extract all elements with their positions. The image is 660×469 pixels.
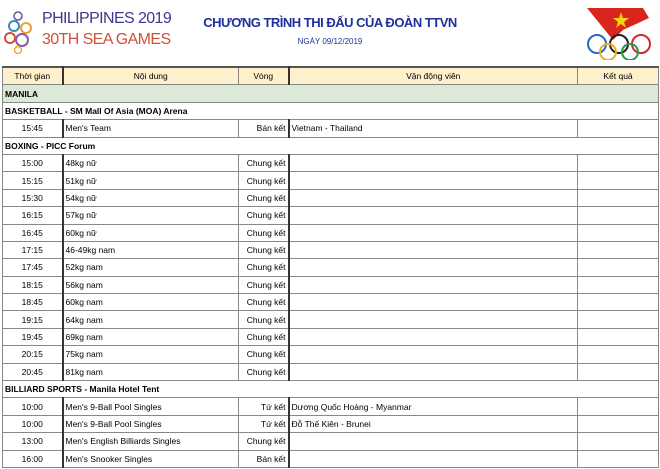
cell-event: 54kg nữ: [63, 189, 239, 206]
cell-result: [578, 154, 659, 171]
cell-athlete: [289, 241, 578, 258]
cell-round: Chung kết: [239, 224, 289, 241]
cell-round: Tứ kết: [239, 415, 289, 432]
cell-event: 46-49kg nam: [63, 241, 239, 258]
table-row: [3, 241, 659, 258]
cell-event: 81kg nam: [63, 363, 239, 380]
cell-athlete: [289, 276, 578, 293]
table-header: [3, 67, 659, 85]
cell-result: [578, 328, 659, 345]
header-round: Vòng: [239, 67, 289, 85]
cell-time: 16:45: [3, 224, 63, 241]
page-title: CHƯƠNG TRÌNH THI ĐẤU CỦA ĐOÀN TTVN: [203, 15, 457, 30]
cell-athlete: [289, 294, 578, 311]
table-row: [3, 294, 659, 311]
table-row: [3, 207, 659, 224]
cell-athlete: Vietnam - Thailand: [289, 120, 578, 137]
cell-event: Men's 9-Ball Pool Singles: [63, 398, 239, 415]
cell-result: [578, 311, 659, 328]
sea-games-rings-icon: [4, 10, 40, 54]
cell-round: Chung kết: [239, 259, 289, 276]
cell-time: 17:45: [3, 259, 63, 276]
logo-line1: PHILIPPINES 2019: [42, 10, 172, 27]
table-row: [3, 276, 659, 293]
page-date: NGÀY 09/12/2019: [297, 37, 363, 46]
cell-event: 64kg nam: [63, 311, 239, 328]
cell-round: Tứ kết: [239, 398, 289, 415]
cell-athlete: [289, 328, 578, 345]
cell-athlete: Đỗ Thế Kiên - Brunei: [289, 415, 578, 432]
sport-section-row: [3, 381, 659, 398]
cell-event: 52kg nam: [63, 259, 239, 276]
cell-athlete: [289, 450, 578, 467]
cell-time: 15:30: [3, 189, 63, 206]
cell-event: Men's 9-Ball Pool Singles: [63, 415, 239, 432]
cell-athlete: Dương Quốc Hoàng - Myanmar: [289, 398, 578, 415]
cell-time: 18:45: [3, 294, 63, 311]
cell-result: [578, 363, 659, 380]
header-athlete: Vận động viên: [289, 67, 578, 85]
cell-round: Bán kết: [239, 120, 289, 137]
table-row: [3, 346, 659, 363]
sport-section-title: BASKETBALL - SM Mall Of Asia (MOA) Arena: [3, 102, 659, 119]
cell-result: [578, 415, 659, 432]
cell-result: [578, 120, 659, 137]
table-row: [3, 311, 659, 328]
table-row: [3, 224, 659, 241]
cell-result: [578, 346, 659, 363]
cell-result: [578, 224, 659, 241]
cell-round: Chung kết: [239, 311, 289, 328]
table-row: [3, 120, 659, 137]
cell-athlete: [289, 433, 578, 450]
cell-event: Men's Snooker Singles: [63, 450, 239, 467]
cell-event: 60kg nam: [63, 294, 239, 311]
cell-time: 20:45: [3, 363, 63, 380]
cell-round: Chung kết: [239, 189, 289, 206]
cell-time: 18:15: [3, 276, 63, 293]
cell-round: Chung kết: [239, 294, 289, 311]
cell-athlete: [289, 172, 578, 189]
cell-round: Chung kết: [239, 207, 289, 224]
header-result: Kết quả: [578, 67, 659, 85]
cell-result: [578, 207, 659, 224]
cell-time: 10:00: [3, 415, 63, 432]
sport-section-title: BILLIARD SPORTS - Manila Hotel Tent: [3, 381, 659, 398]
cell-result: [578, 294, 659, 311]
cell-event: 48kg nữ: [63, 154, 239, 171]
table-row: [3, 189, 659, 206]
cell-athlete: [289, 259, 578, 276]
cell-round: Chung kết: [239, 276, 289, 293]
schedule-table: [2, 66, 659, 468]
table-row: [3, 450, 659, 467]
logo-line2: 30TH SEA GAMES: [42, 31, 171, 48]
cell-time: 15:45: [3, 120, 63, 137]
table-row: [3, 172, 659, 189]
cell-result: [578, 259, 659, 276]
region-row: [3, 85, 659, 102]
sport-section-row: [3, 137, 659, 154]
table-row: [3, 154, 659, 171]
header-time: Thời gian: [3, 67, 63, 85]
cell-athlete: [289, 207, 578, 224]
cell-event: Men's English Billiards Singles: [63, 433, 239, 450]
cell-time: 16:15: [3, 207, 63, 224]
cell-result: [578, 276, 659, 293]
table-row: [3, 398, 659, 415]
cell-time: 15:15: [3, 172, 63, 189]
cell-round: Chung kết: [239, 154, 289, 171]
cell-result: [578, 189, 659, 206]
cell-athlete: [289, 363, 578, 380]
cell-round: Chung kết: [239, 346, 289, 363]
cell-time: 16:00: [3, 450, 63, 467]
cell-round: Bán kết: [239, 450, 289, 467]
cell-round: Chung kết: [239, 241, 289, 258]
sea-games-logo: [4, 6, 174, 56]
cell-event: Men's Team: [63, 120, 239, 137]
cell-event: 60kg nữ: [63, 224, 239, 241]
table-row: [3, 415, 659, 432]
cell-event: 75kg nam: [63, 346, 239, 363]
table-row: [3, 259, 659, 276]
table-row: [3, 363, 659, 380]
cell-event: 57kg nữ: [63, 207, 239, 224]
cell-round: Chung kết: [239, 433, 289, 450]
cell-time: 10:00: [3, 398, 63, 415]
cell-result: [578, 398, 659, 415]
cell-round: Chung kết: [239, 172, 289, 189]
cell-time: 20:15: [3, 346, 63, 363]
cell-result: [578, 450, 659, 467]
sport-section-title: BOXING - PICC Forum: [3, 137, 659, 154]
header-event: Nội dung: [63, 67, 239, 85]
cell-athlete: [289, 154, 578, 171]
cell-round: Chung kết: [239, 363, 289, 380]
cell-result: [578, 241, 659, 258]
table-row: [3, 433, 659, 450]
cell-athlete: [289, 224, 578, 241]
cell-athlete: [289, 346, 578, 363]
region-label: MANILA: [3, 85, 659, 102]
cell-time: 13:00: [3, 433, 63, 450]
cell-result: [578, 172, 659, 189]
sport-section-row: [3, 102, 659, 119]
cell-result: [578, 433, 659, 450]
vietnam-olympic-committee-logo: [583, 4, 655, 60]
cell-event: 51kg nữ: [63, 172, 239, 189]
cell-time: 19:45: [3, 328, 63, 345]
cell-athlete: [289, 311, 578, 328]
cell-time: 15:00: [3, 154, 63, 171]
cell-athlete: [289, 189, 578, 206]
cell-round: Chung kết: [239, 328, 289, 345]
cell-time: 19:15: [3, 311, 63, 328]
cell-time: 17:15: [3, 241, 63, 258]
cell-event: 56kg nam: [63, 276, 239, 293]
table-row: [3, 328, 659, 345]
cell-event: 69kg nam: [63, 328, 239, 345]
